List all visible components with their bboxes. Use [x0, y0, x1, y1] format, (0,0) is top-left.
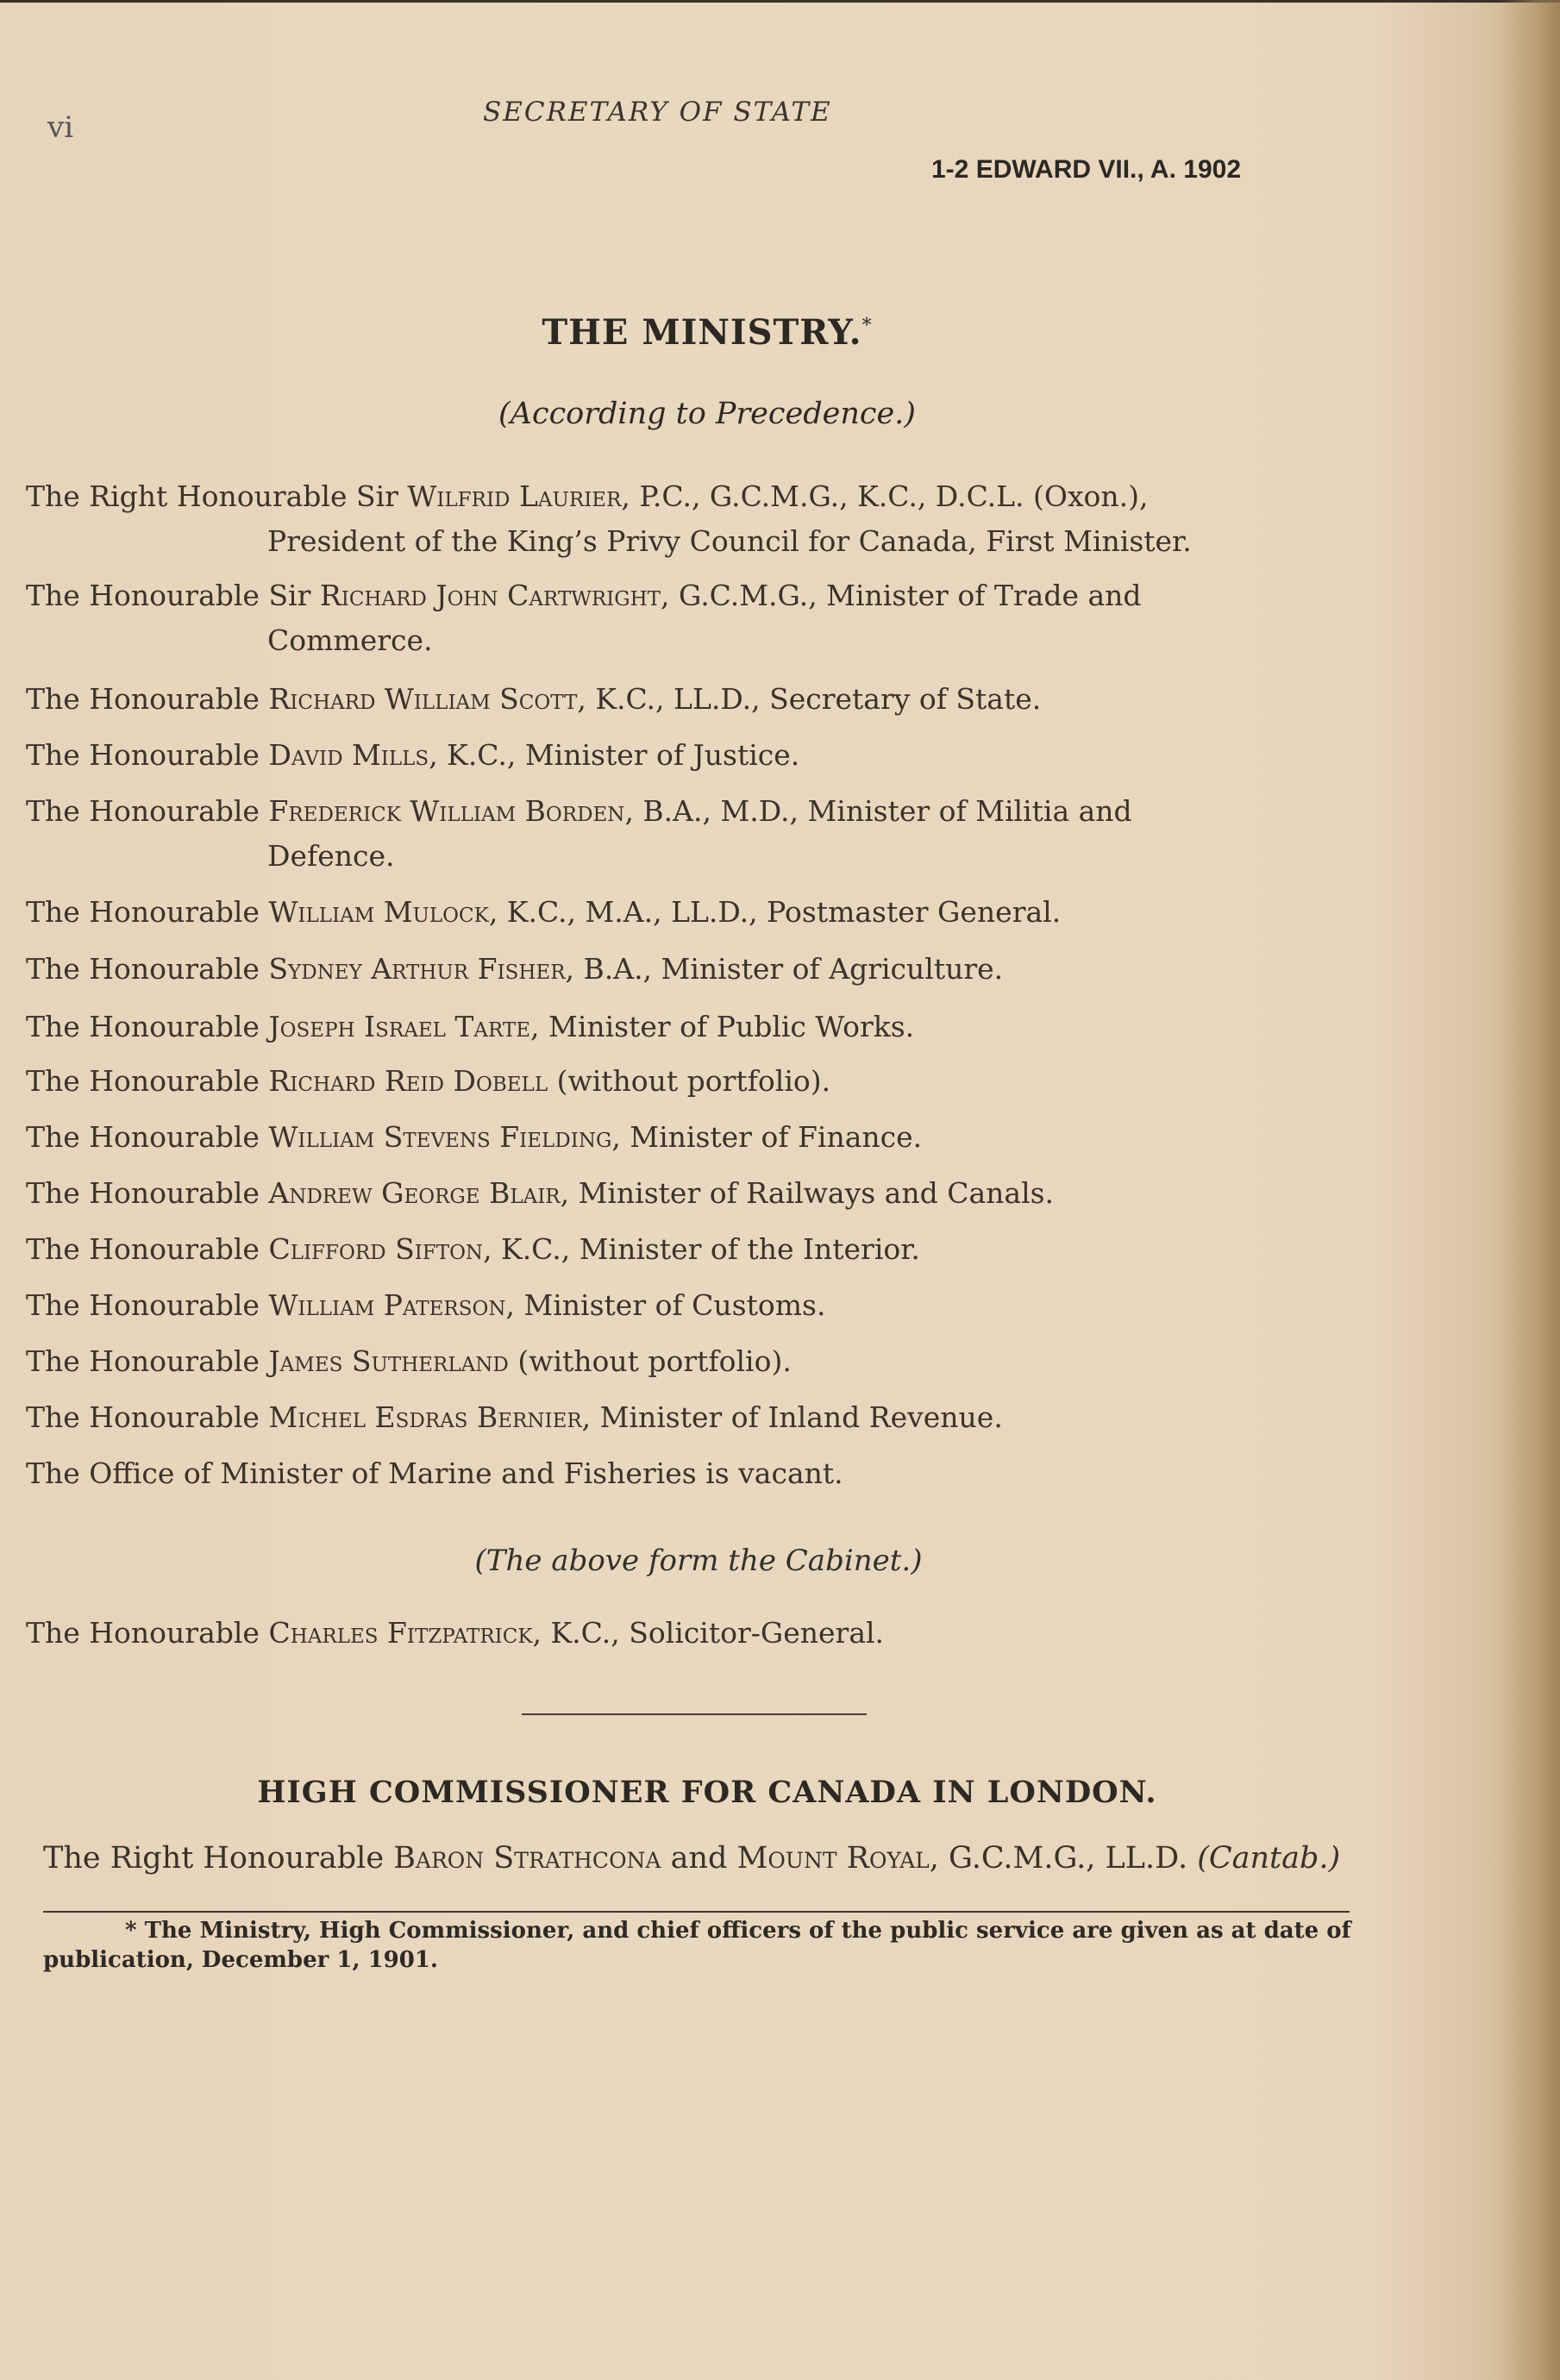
entry-details: (without portfolio). [548, 1064, 831, 1098]
minister-entry [26, 1395, 1345, 1440]
entry-details: , Minister of Customs. [505, 1288, 826, 1322]
minister-name: Richard John Cartwright [319, 579, 661, 612]
minister-entry [26, 789, 1345, 879]
entry-details: , Minister of Railways and Canals. [560, 1176, 1055, 1210]
minister-name: William Paterson [268, 1288, 506, 1322]
entry-prefix: The Honourable [26, 895, 269, 929]
section-divider [522, 1713, 867, 1715]
entry-continuation: President of the King’s Privy Council for Canada, First Minister. [267, 524, 1192, 558]
cabinet-note: (The above form the Cabinet.) [474, 1544, 923, 1578]
running-title: SECRETARY OF STATE [483, 97, 832, 128]
minister-name: Andrew George Blair [268, 1176, 561, 1210]
minister-name: Clifford Sifton [268, 1232, 484, 1266]
page-edge-shadow [1500, 0, 1560, 2380]
footnote: * The Ministry, High Commissioner, and chief officers of the public service are given as at date of publication, December 1, 1901. [43, 1918, 1351, 1973]
minister-name: Frederick William Borden [268, 794, 625, 828]
entry-prefix: The Honourable [26, 738, 269, 772]
minister-entry [26, 947, 1345, 992]
entry-details: , K.C., Minister of the Interior. [483, 1232, 920, 1266]
minister-name: William Stevens Fielding [268, 1120, 612, 1154]
entry-prefix: The Honourable [26, 1344, 269, 1378]
entry-prefix: The Honourable [26, 1010, 269, 1043]
minister-name: Joseph Israel Tarte [268, 1010, 531, 1043]
minister-entry [26, 890, 1345, 935]
minister-entry [26, 1339, 1345, 1384]
footnote-rule [43, 1911, 1350, 1913]
commissioner-heading: HIGH COMMISSIONER FOR CANADA IN LONDON. [257, 1775, 1157, 1810]
ministry-heading [0, 312, 1414, 353]
minister-entry [26, 1451, 1345, 1496]
entry-prefix: The Honourable Sir [26, 579, 320, 612]
entry-details: , Minister of Public Works. [530, 1010, 915, 1043]
commissioner-entry [43, 1837, 1363, 1880]
session-label: 1-2 EDWARD VII., A. 1902 [931, 155, 1242, 184]
entry-prefix: The Honourable [26, 952, 269, 986]
entry-prefix: The Honourable [26, 682, 269, 716]
solicitor-entry [26, 1611, 1345, 1656]
commissioner-prefix: The Right Honourable [43, 1841, 394, 1876]
entry-prefix: The Honourable [26, 1176, 269, 1210]
solicitor-name: Charles Fitzpatrick [268, 1616, 533, 1650]
ministry-subtitle: (According to Precedence.) [498, 397, 916, 431]
entry-prefix: The Honourable [26, 1288, 269, 1322]
minister-name: William Mulock [268, 895, 489, 929]
minister-name: Richard William Scott [268, 682, 578, 716]
solicitor-prefix: The Honourable [26, 1616, 269, 1650]
entry-prefix: The Honourable [26, 1232, 269, 1266]
entry-details: (without portfolio). [508, 1344, 792, 1378]
footnote-marker: * [861, 315, 873, 337]
minister-entry [26, 1283, 1345, 1328]
minister-entry [26, 1005, 1345, 1049]
entry-details: , Minister of Finance. [611, 1120, 923, 1154]
top-border [0, 0, 1560, 3]
entry-details: , Minister of Inland Revenue. [581, 1400, 1003, 1434]
entry-details: , K.C., M.A., LL.D., Postmaster General. [488, 895, 1062, 929]
commissioner-degree: (Cantab.) [1197, 1841, 1341, 1876]
solicitor-suffix: , K.C., Solicitor-General. [532, 1616, 885, 1650]
commissioner-middle: and [661, 1841, 737, 1876]
minister-name: David Mills [268, 738, 429, 772]
entry-prefix: The Honourable [26, 1400, 269, 1434]
entry-prefix: The Honourable [26, 794, 269, 828]
entry-continuation: Defence. [267, 839, 395, 873]
entry-prefix: The Office of Minister of Marine and Fisheries is vacant. [26, 1456, 843, 1490]
minister-name: Sydney Arthur Fisher [268, 952, 566, 986]
minister-entry [26, 1059, 1345, 1104]
minister-entry [26, 1115, 1345, 1160]
minister-name: Richard Reid Dobell [268, 1064, 548, 1098]
minister-entry [26, 733, 1345, 778]
entry-details: , B.A., M.D., Minister of Militia and [624, 794, 1132, 828]
minister-name: Michel Esdras Bernier [268, 1400, 582, 1434]
commissioner-name: Baron Strathcona [393, 1841, 661, 1876]
commissioner-name2: Mount Royal [736, 1841, 930, 1876]
ministry-title: THE MINISTRY. [542, 312, 862, 353]
entry-prefix: The Honourable [26, 1120, 269, 1154]
entry-details: , K.C., LL.D., Secretary of State. [577, 682, 1042, 716]
entry-details: , P.C., G.C.M.G., K.C., D.C.L. (Oxon.), [621, 479, 1149, 513]
minister-name: James Sutherland [268, 1344, 509, 1378]
commissioner-suffix: , G.C.M.G., LL.D. [929, 1841, 1198, 1876]
entry-details: , B.A., Minister of Agriculture. [565, 952, 1004, 986]
entry-prefix: The Right Honourable Sir [26, 479, 408, 513]
minister-entry [26, 677, 1345, 722]
minister-entry [26, 1171, 1345, 1216]
entry-continuation: Commerce. [267, 623, 433, 657]
minister-entry [26, 1227, 1345, 1272]
entry-details: , G.C.M.G., Minister of Trade and [661, 579, 1142, 612]
page-number: vi [47, 110, 74, 145]
minister-entry [26, 573, 1345, 663]
entry-prefix: The Honourable [26, 1064, 269, 1098]
minister-name: Wilfrid Laurier [407, 479, 622, 513]
entry-details: , K.C., Minister of Justice. [429, 738, 800, 772]
minister-entry [26, 474, 1345, 564]
